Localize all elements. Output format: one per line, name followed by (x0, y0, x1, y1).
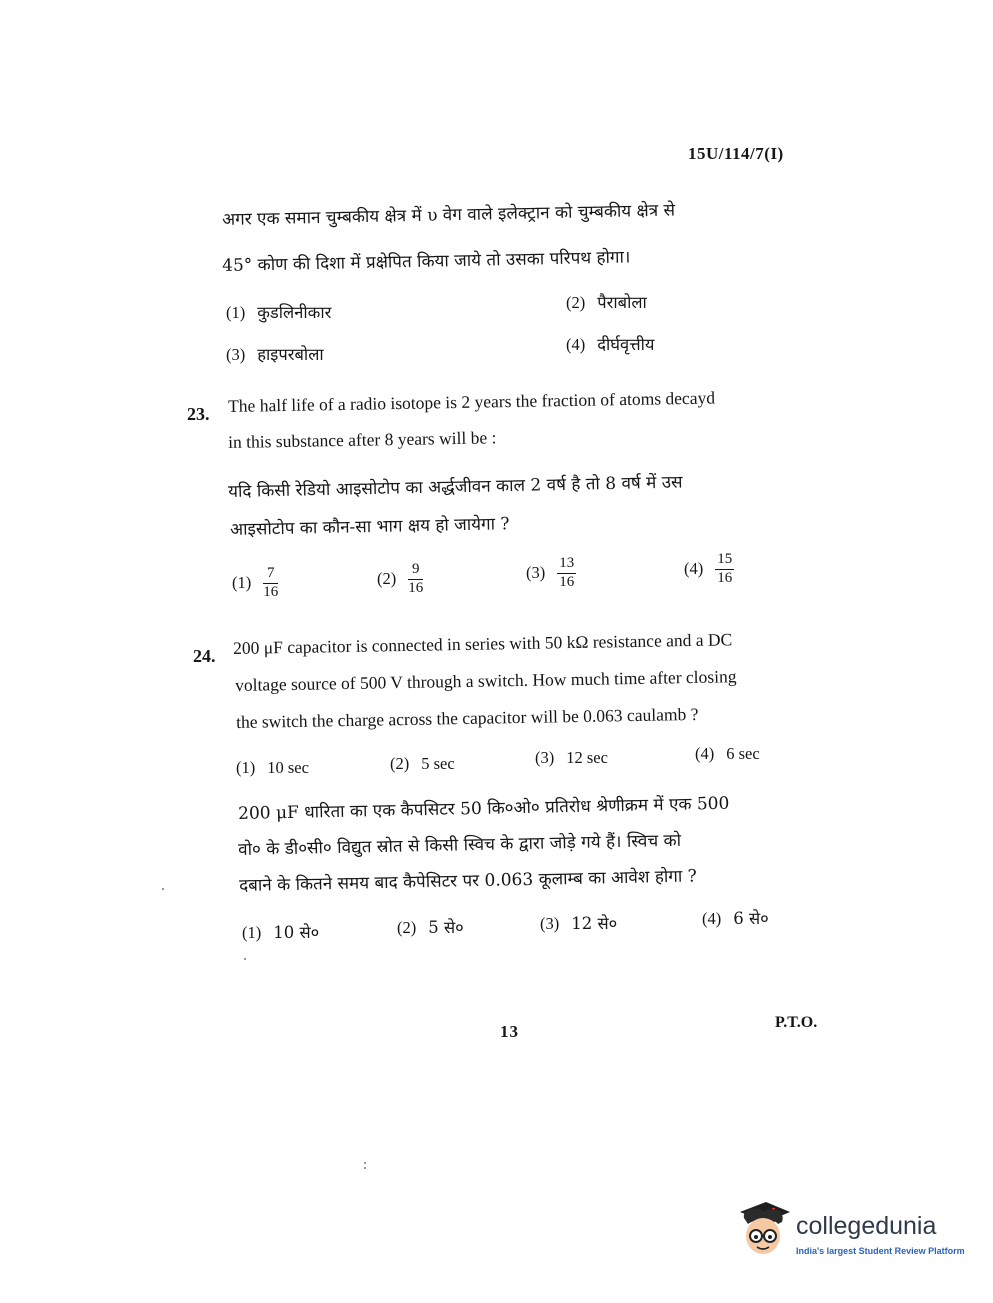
option-number: (4) (566, 335, 586, 354)
option-number: (3) (535, 748, 555, 767)
fraction (263, 566, 278, 601)
q24-hi-option-2 (397, 915, 464, 938)
option-number: (1) (226, 303, 246, 322)
q24-hi-option-1 (242, 920, 319, 943)
fraction-numerator: 13 (557, 556, 576, 574)
option-number: (2) (390, 754, 410, 773)
fraction-denominator: 16 (263, 583, 279, 600)
option-text: 12 से० (571, 914, 618, 933)
fraction (557, 556, 576, 591)
option-text: 6 sec (726, 744, 760, 763)
q23-hindi-line-1: यदि किसी रेडियो आइसोटोप का अर्द्धजीवन काल 2 वर्ष है तो 8 वर्ष में उस (227, 472, 683, 502)
fraction-numerator: 7 (263, 566, 278, 584)
q22-option-2 (566, 290, 647, 313)
option-number: (4) (695, 744, 715, 763)
option-text: 10 से० (273, 923, 320, 942)
option-number: (4) (702, 909, 722, 928)
option-text: कुडलिनीकार (257, 303, 332, 322)
q24-en-option-2 (390, 754, 455, 774)
option-text: पैराबोला (597, 293, 647, 312)
q24-english-line-1: 200 μF capacitor is connected in series with 50 kΩ resistance and a DC (232, 629, 733, 658)
q22-option-3 (226, 342, 324, 365)
option-number: (3) (526, 562, 546, 582)
q23-english-line-2: in this substance after 8 years will be : (227, 427, 497, 452)
q22-hindi-line-2: 45° कोण की दिशा में प्रक्षेपित किया जाये तो उसका परिपथ होगा। (221, 247, 631, 276)
option-number: (3) (540, 914, 560, 933)
q24-hindi-line-1: 200 μF धारिता का एक कैपसिटर 50 कि०ओ० प्रतिरोध श्रेणीक्रम में एक 500 (237, 793, 730, 824)
q24-english-line-2: voltage source of 500 V through a switch. How much time after closing (234, 666, 737, 695)
option-number: (2) (566, 293, 586, 312)
scan-speck (364, 1162, 366, 1164)
scan-speck (244, 958, 246, 960)
q24-hi-option-4 (702, 906, 769, 929)
collegedunia-mascot-icon (734, 1196, 794, 1260)
option-text: 6 से० (733, 909, 769, 928)
fraction-numerator: 9 (408, 562, 423, 580)
option-text: दीर्घवृत्तीय (597, 335, 655, 354)
q24-en-option-1 (236, 758, 309, 778)
option-text: 10 sec (267, 758, 309, 777)
fraction-denominator: 16 (559, 573, 575, 590)
fraction-denominator: 16 (408, 579, 424, 596)
q23-number: 23. (187, 404, 210, 424)
q23-option-4 (684, 552, 734, 587)
q22-option-4 (566, 332, 654, 355)
q24-number: 24. (193, 646, 216, 666)
q23-option-2 (377, 562, 423, 597)
option-number: (3) (226, 345, 246, 364)
paper-code: 15U/114/7(I) (688, 144, 784, 163)
q23-english-line-1: The half life of a radio isotope is 2 years the fraction of atoms decayd (227, 387, 716, 416)
option-number: (2) (397, 918, 417, 937)
fraction-numerator: 15 (715, 552, 734, 570)
q22-hindi-line-1: अगर एक समान चुम्बकीय क्षेत्र में υ वेग वाले इलेक्ट्रान को चुम्बकीय क्षेत्र से (221, 200, 676, 230)
page-number: 13 (500, 1022, 519, 1041)
option-text: 12 sec (566, 748, 608, 767)
option-number: (1) (232, 572, 252, 592)
option-number: (1) (242, 923, 262, 942)
q23-option-3 (526, 556, 576, 591)
q22-option-1 (226, 300, 331, 323)
q24-english-line-3: the switch the charge across the capacitor will be 0.063 caulamb ? (235, 703, 699, 732)
option-number: (4) (684, 558, 704, 578)
brand-name: collegedunia (796, 1212, 937, 1240)
option-text: हाइपरबोला (257, 345, 324, 364)
q24-en-option-4 (695, 744, 760, 764)
q24-hindi-line-3: दबाने के कितने समय बाद कैपेसिटर पर 0.063 कूलाम्ब का आवेश होगा ? (238, 866, 697, 896)
option-text: 5 से० (428, 918, 464, 937)
q23-option-1 (232, 566, 278, 601)
option-number: (2) (377, 568, 397, 588)
fraction (715, 552, 734, 587)
fraction (408, 562, 423, 597)
option-text: 5 sec (421, 754, 455, 773)
q23-hindi-line-2: आइसोटोप का कौन-सा भाग क्षय हो जायेगा ? (229, 514, 510, 540)
brand-tagline: India's largest Student Review Platform (796, 1246, 965, 1256)
q24-en-option-3 (535, 748, 608, 768)
option-number: (1) (236, 758, 256, 777)
scan-speck (364, 1167, 366, 1169)
fraction-denominator: 16 (717, 569, 733, 586)
q24-hi-option-3 (540, 911, 617, 934)
scan-speck (162, 888, 164, 890)
pto-label: P.T.O. (775, 1014, 818, 1031)
q24-hindi-line-2: वो० के डी०सी० विद्युत स्रोत से किसी स्विच के द्वारा जोड़े गये हैं। स्विच को (237, 830, 682, 860)
